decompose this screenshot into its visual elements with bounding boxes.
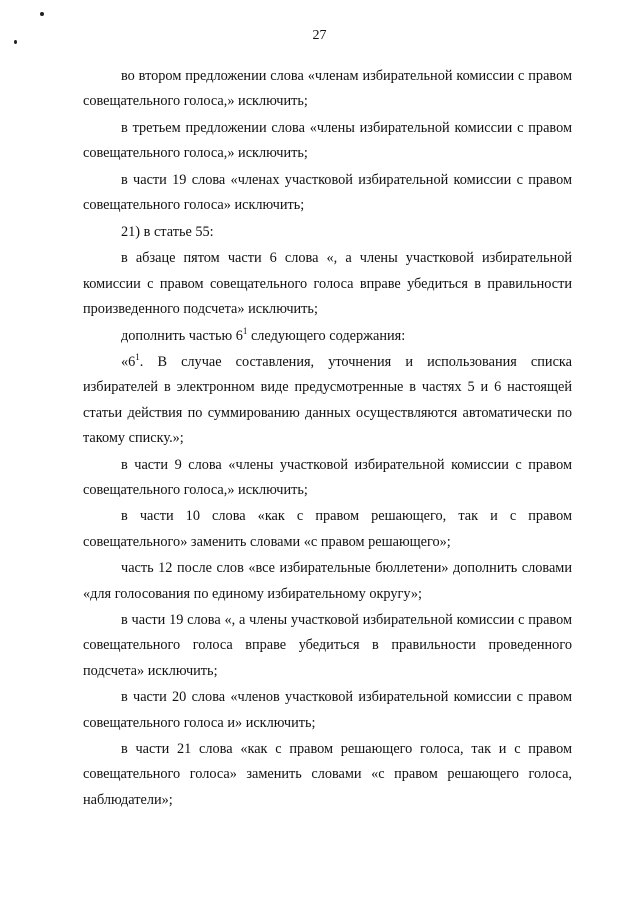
superscript: 1 (242, 325, 248, 336)
paragraph: в части 19 слова «, а члены участковой избирательной комиссии с правом совещательного голоса вправе убедиться в правильности проведенного подсчета» исключить; (83, 612, 572, 679)
paragraph: во втором предложении слова «членам избирательной комиссии с правом совещательного голоса,» исключить; (83, 68, 572, 110)
paragraph-text: «6 (121, 354, 136, 371)
paragraph-text: дополнить частью 6 (121, 327, 243, 344)
paragraph: в абзаце пятом части 6 слова «, а члены участковой избирательной комиссии с правом совещательного голоса вправе убедиться в правильности произведенного подсчета» исключить; (83, 250, 572, 317)
paragraph: в части 9 слова «члены участковой избирательной комиссии с правом совещательного голоса,» исключить; (83, 456, 572, 498)
paragraph (83, 350, 572, 452)
document-body (83, 64, 572, 814)
paragraph: 21) в статье 55: (121, 223, 214, 240)
paragraph: в части 10 слова «как с правом решающего, так и с правом совещательного» заменить словами «с правом решающего»; (83, 508, 572, 550)
paragraph: в части 21 слова «как с правом решающего голоса, так и с правом совещательного голоса» заменить словами «с правом решающего голоса, наблюдатели»; (83, 741, 572, 808)
paragraph-text: следующего содержания: (247, 327, 406, 344)
paragraph-text: . В случае составления, уточнения и использования списка избирателей в электронном виде предусмотренные в частях 5 и 6 настоящей статьи действия по суммированию данных осуществляются автоматически по такому списку.»; (83, 354, 572, 446)
paragraph: в третьем предложении слова «члены избирательной комиссии с правом совещательного голоса,» исключить; (83, 119, 572, 162)
paragraph: часть 12 после слов «все избирательные бюллетени» дополнить словами «для голосования по единому избирательному округу»; (83, 560, 572, 602)
paragraph: в части 19 слова «членах участковой избирательной комиссии с правом совещательного голоса» исключить; (83, 171, 572, 214)
page-number: 27 (312, 28, 327, 43)
paragraph (83, 324, 572, 351)
paragraph: в части 20 слова «членов участковой избирательной комиссии с правом совещательного голоса и» исключить; (83, 689, 572, 731)
superscript: 1 (135, 352, 140, 363)
scan-speck (40, 12, 44, 16)
